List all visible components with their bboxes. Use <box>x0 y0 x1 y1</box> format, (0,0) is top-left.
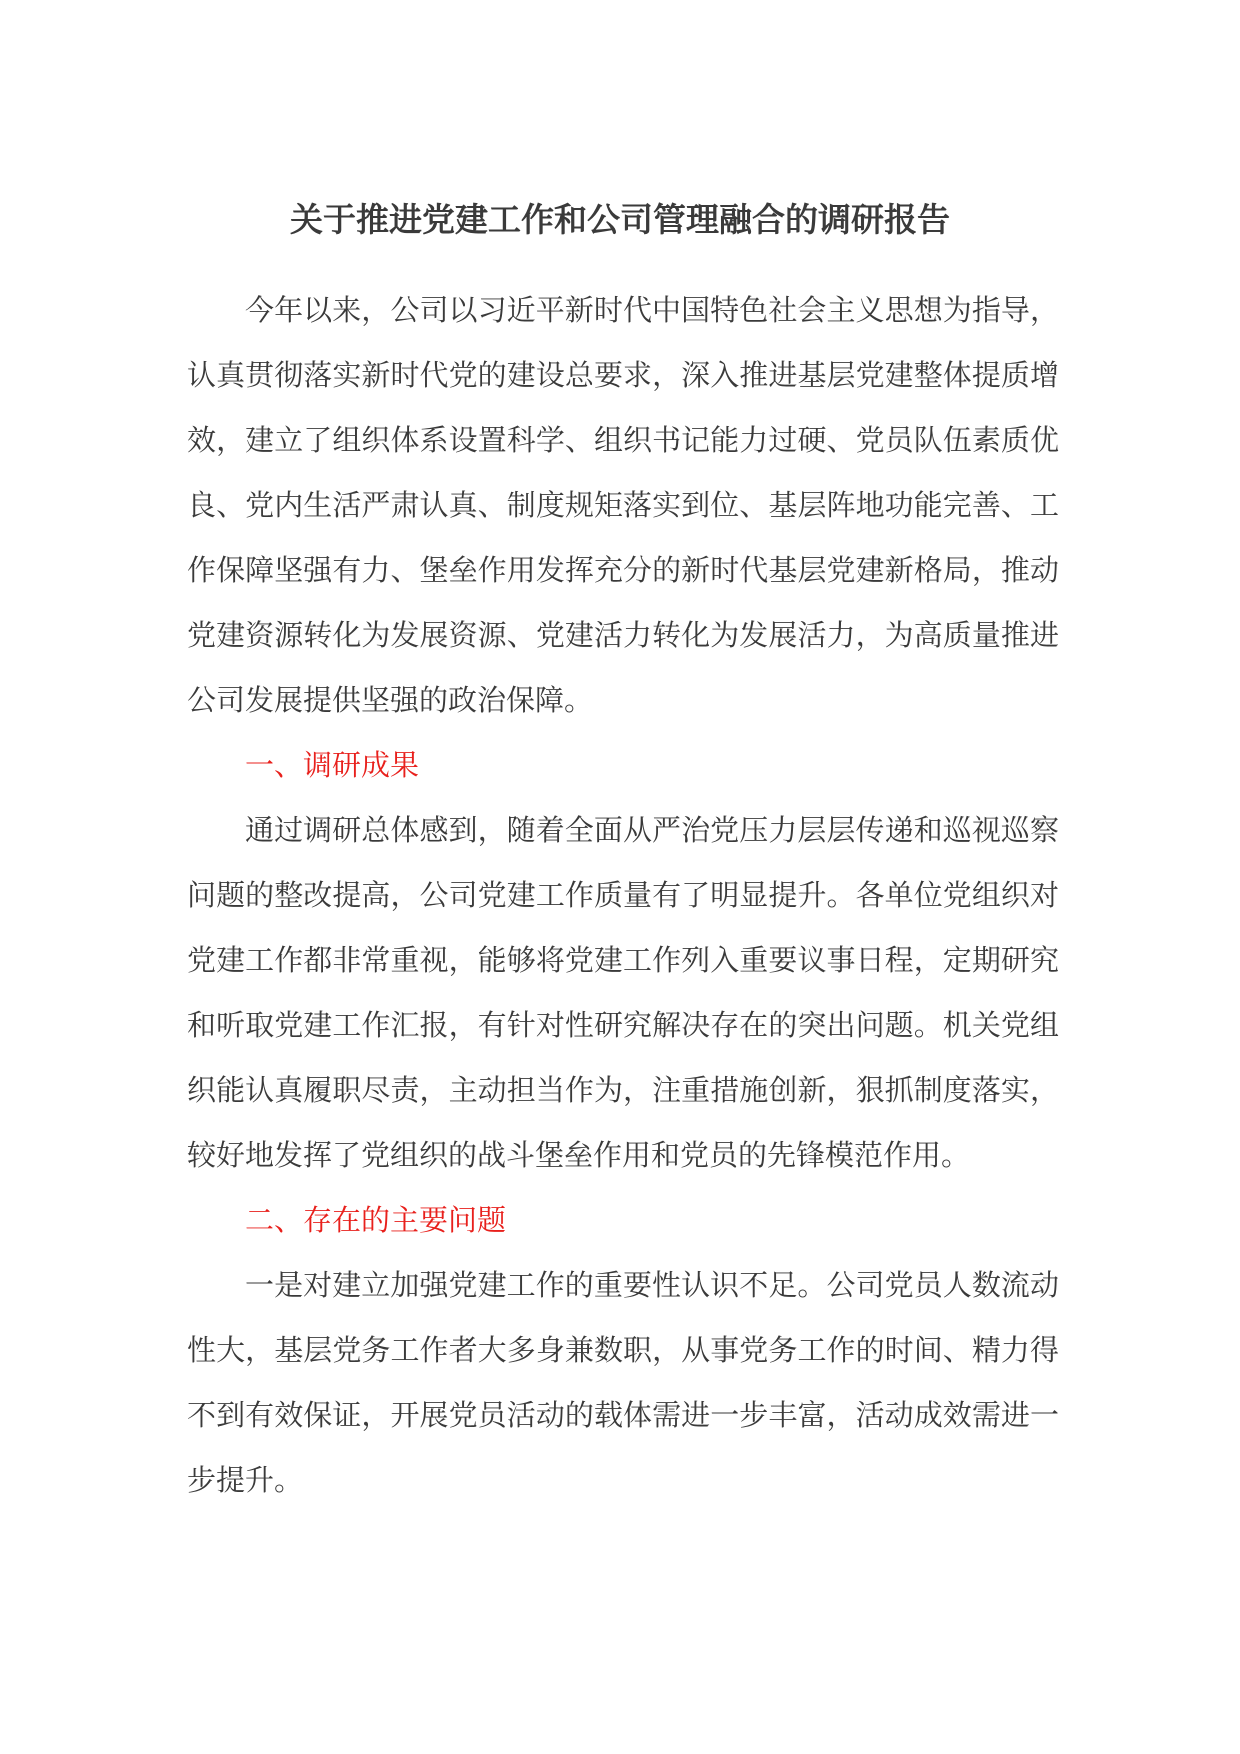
document-body <box>187 278 1059 1513</box>
section-paragraph-problems: 一是对建立加强党建工作的重要性认识不足。公司党员人数流动性大，基层党务工作者大多身兼数职，从事党务工作的时间、精力得不到有效保证，开展党员活动的载体需进一步丰富，活动成效需进一步提升。 <box>187 1268 1059 1497</box>
section-heading-problems: 二、存在的主要问题 <box>245 1203 507 1237</box>
document-title: 关于推进党建工作和公司管理融合的调研报告 <box>290 200 950 239</box>
section-heading-results: 一、调研成果 <box>245 748 420 782</box>
section-paragraph-results: 通过调研总体感到，随着全面从严治党压力层层传递和巡视巡察问题的整改提高，公司党建工作质量有了明显提升。各单位党组织对党建工作都非常重视，能够将党建工作列入重要议事日程，定期研究和听取党建工作汇报，有针对性研究解决存在的突出问题。机关党组织能认真履职尽责，主动担当作为，注重措施创新，狠抓制度落实，较好地发挥了党组织的战斗堡垒作用和党员的先锋模范作用。 <box>187 813 1059 1172</box>
intro-paragraph: 今年以来，公司以习近平新时代中国特色社会主义思想为指导，认真贯彻落实新时代党的建设总要求，深入推进基层党建整体提质增效，建立了组织体系设置科学、组织书记能力过硬、党员队伍素质优良、党内生活严肃认真、制度规矩落实到位、基层阵地功能完善、工作保障坚强有力、堡垒作用发挥充分的新时代基层党建新格局，推动党建资源转化为发展资源、党建活力转化为发展活力，为高质量推进公司发展提供坚强的政治保障。 <box>187 293 1059 717</box>
